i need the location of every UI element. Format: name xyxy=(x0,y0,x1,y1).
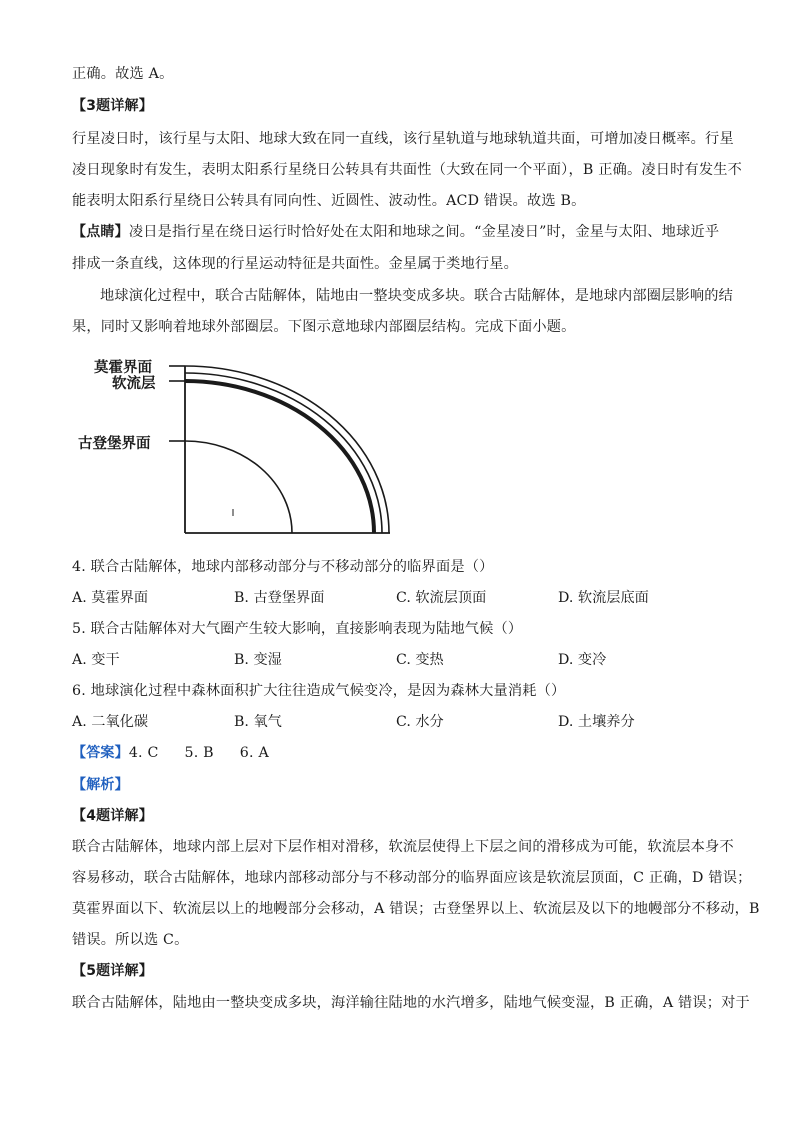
label-gutenberg: 古登堡界面 xyxy=(78,436,151,452)
q5-option-a: A. 变干 xyxy=(72,652,120,668)
text-line: 排成一条直线，这体现的行星运动特征是共面性。金星属于类地行星。 xyxy=(72,256,519,272)
q5-option-b: B. 变湿 xyxy=(234,652,282,668)
intro-text: 地球演化过程中，联合古陆解体，陆地由一整块变成多块。联合古陆解体，是地球内部圈层影响的结 xyxy=(100,288,734,304)
text-line: 能表明太阳系行星绕日公转具有同向性、近圆性、波动性。ACD 错误。故选 B。 xyxy=(72,193,586,209)
section-heading-4: 【4题详解】 xyxy=(72,808,153,824)
text-line: 莫霍界面以下、软流层以上的地幔部分会移动，A 错误；古登堡界以上、软流层及以下的地幔部分不移动，B xyxy=(72,901,760,917)
answer-4: 4. C xyxy=(128,745,159,761)
label-moho: 莫霍界面 xyxy=(94,360,152,376)
q6-option-d: D. 土壤养分 xyxy=(558,714,635,730)
text-line: 正确。故选 A。 xyxy=(72,66,174,82)
text-line: 凌日现象时有发生，表明太阳系行星绕日公转具有共面性（大致在同一个平面），B 正确。凌日时有发生不 xyxy=(72,162,743,178)
text-line: 联合古陆解体，陆地由一整块变成多块，海洋输往陆地的水汽增多，陆地气候变湿，B 正确，A 错误；对于 xyxy=(72,995,750,1011)
question-6: 6. 地球演化过程中森林面积扩大往往造成气候变冷，是因为森林大量消耗（） xyxy=(72,683,566,699)
answer-5: 5. B xyxy=(184,745,214,761)
section-heading-5: 【5题详解】 xyxy=(72,963,153,979)
q6-option-a: A. 二氧化碳 xyxy=(72,714,149,730)
q4-option-b: B. 古登堡界面 xyxy=(234,590,325,606)
q4-option-c: C. 软流层顶面 xyxy=(396,590,487,606)
answer-6: 6. A xyxy=(239,745,269,761)
q4-option-a: A. 莫霍界面 xyxy=(72,590,149,606)
q6-option-c: C. 水分 xyxy=(396,714,444,730)
question-5: 5. 联合古陆解体对大气圈产生较大影响，直接影响表现为陆地气候（） xyxy=(72,621,523,637)
upper-mantle-arc xyxy=(185,373,382,533)
q5-option-d: D. 变冷 xyxy=(558,652,607,668)
tip-mark: 【点睛】 xyxy=(72,224,129,240)
moho-arc xyxy=(185,366,389,533)
q5-option-c: C. 变热 xyxy=(396,652,444,668)
asthenosphere-arc xyxy=(185,381,374,533)
answer-mark: 【答案】 xyxy=(72,745,129,761)
tip-text: 凌日是指行星在绕日运行时恰好处在太阳和地球之间。“金星凌日”时，金星与太阳、地球近乎 xyxy=(128,224,720,240)
q6-option-b: B. 氧气 xyxy=(234,714,282,730)
label-asthenosphere: 软流层 xyxy=(112,376,156,392)
tip-paragraph xyxy=(72,222,732,242)
gutenberg-arc xyxy=(185,441,292,533)
text-line: 行星凌日时，该行星与太阳、地球大致在同一直线，该行星轨道与地球轨道共面，可增加凌日概率。行星 xyxy=(72,131,734,147)
section-heading-3: 【3题详解】 xyxy=(72,98,153,114)
text-line: 容易移动，联合古陆解体，地球内部移动部分与不移动部分的临界面应该是软流层顶面，C 正确，D 错误； xyxy=(72,870,752,886)
text-line: 果，同时又影响着地球外部圈层。下图示意地球内部圈层结构。完成下面小题。 xyxy=(72,319,576,335)
analysis-mark: 【解析】 xyxy=(72,777,129,793)
text-line: 错误。所以选 C。 xyxy=(72,932,189,948)
text-line: 联合古陆解体，地球内部上层对下层作相对滑移，软流层使得上下层之间的滑移成为可能，软流层本身不 xyxy=(72,839,734,855)
question-4: 4. 联合古陆解体，地球内部移动部分与不移动部分的临界面是（） xyxy=(72,559,494,575)
q4-option-d: D. 软流层底面 xyxy=(558,590,649,606)
answer-line xyxy=(72,743,732,763)
